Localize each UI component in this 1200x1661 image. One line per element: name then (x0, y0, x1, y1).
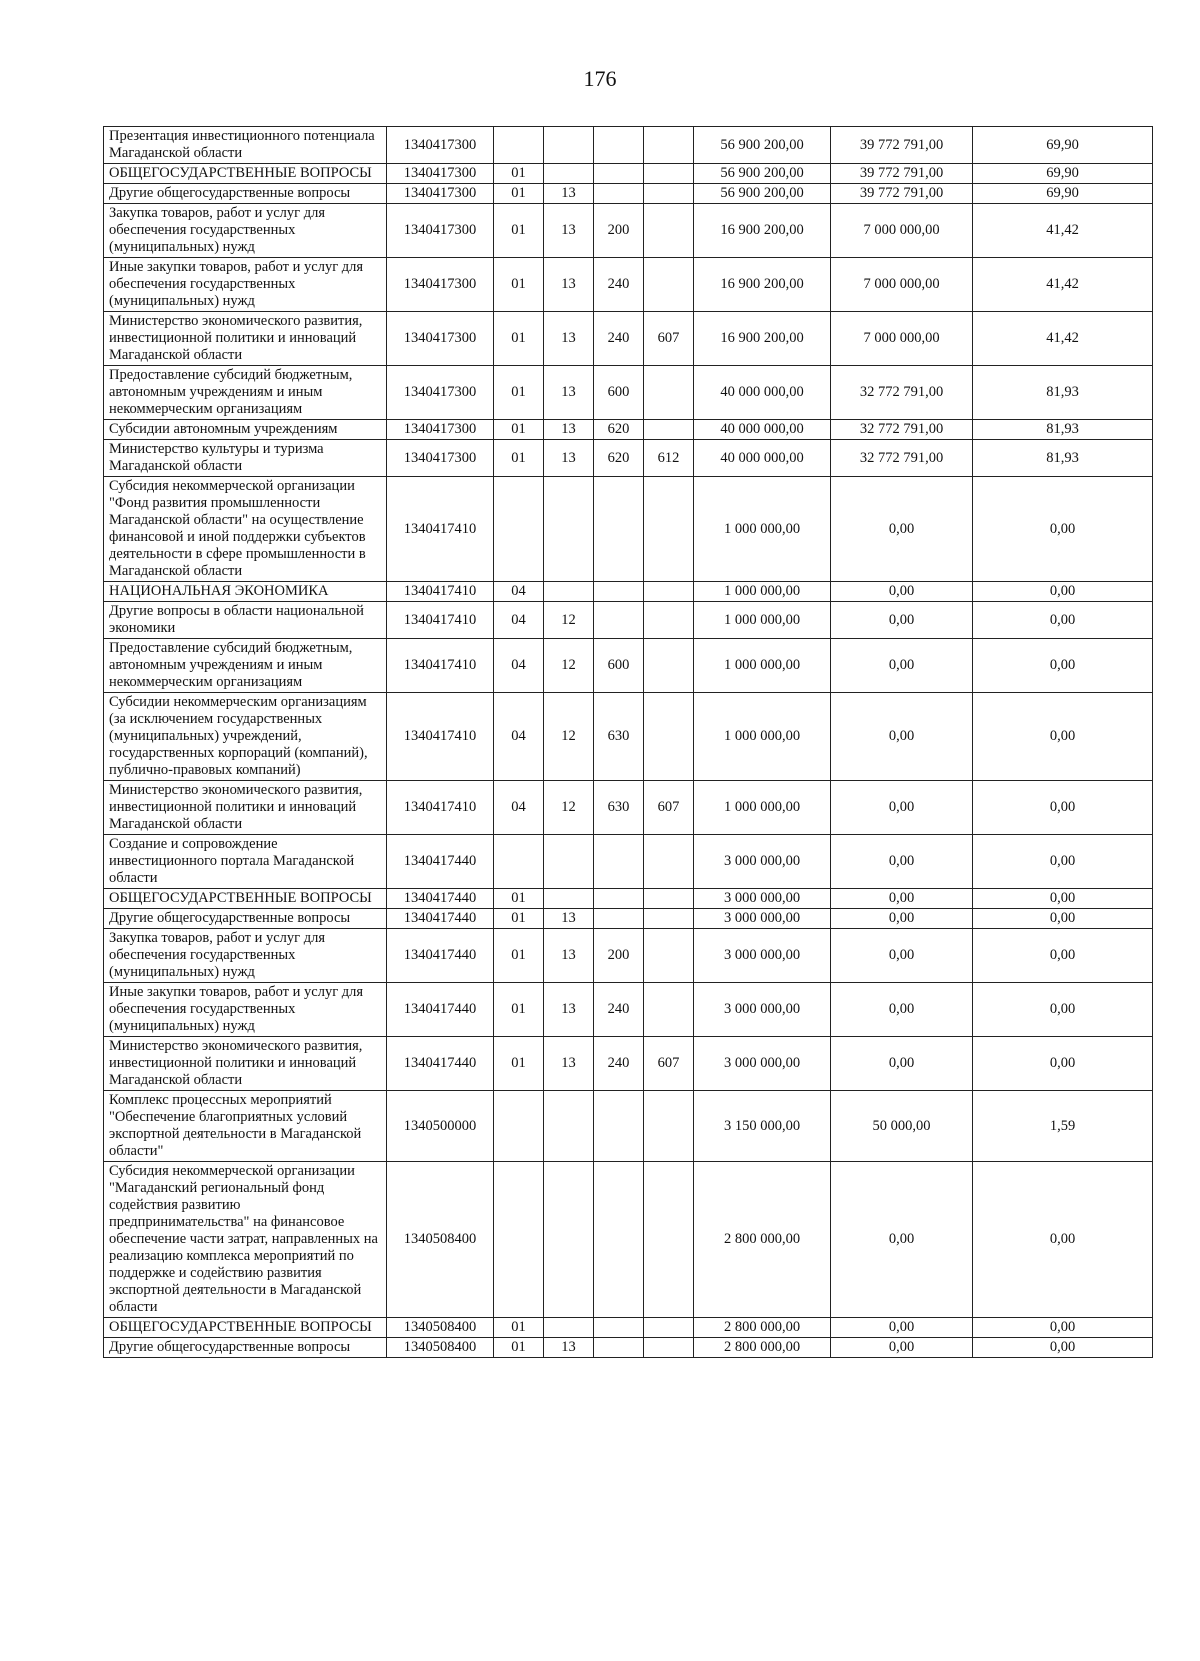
cell-subsection (544, 889, 594, 909)
cell-target-code: 1340417300 (387, 312, 494, 366)
table-row (104, 835, 1153, 889)
cell-subsection (544, 127, 594, 164)
cell-planned-amount: 2 800 000,00 (694, 1162, 831, 1318)
table-row (104, 983, 1153, 1037)
cell-target-code: 1340500000 (387, 1091, 494, 1162)
cell-administrator (644, 929, 694, 983)
cell-expense-type (594, 477, 644, 582)
cell-administrator (644, 477, 694, 582)
cell-administrator (644, 164, 694, 184)
cell-subsection: 13 (544, 1338, 594, 1358)
cell-executed-amount: 0,00 (831, 602, 973, 639)
cell-expense-type (594, 164, 644, 184)
cell-name: Создание и сопровождение инвестиционного портала Магаданской области (104, 835, 387, 889)
cell-administrator: 607 (644, 781, 694, 835)
cell-name: Другие общегосударственные вопросы (104, 184, 387, 204)
cell-expense-type: 240 (594, 1037, 644, 1091)
cell-section: 01 (494, 204, 544, 258)
cell-target-code: 1340417300 (387, 258, 494, 312)
table-row (104, 477, 1153, 582)
cell-target-code: 1340508400 (387, 1318, 494, 1338)
table-row (104, 204, 1153, 258)
cell-subsection (544, 1162, 594, 1318)
cell-executed-amount: 0,00 (831, 477, 973, 582)
cell-section: 01 (494, 909, 544, 929)
cell-expense-type (594, 184, 644, 204)
cell-target-code: 1340417300 (387, 127, 494, 164)
table-row (104, 582, 1153, 602)
cell-executed-amount: 0,00 (831, 639, 973, 693)
cell-subsection: 13 (544, 420, 594, 440)
cell-target-code: 1340417440 (387, 835, 494, 889)
cell-administrator (644, 420, 694, 440)
cell-administrator (644, 639, 694, 693)
cell-subsection (544, 835, 594, 889)
cell-subsection (544, 477, 594, 582)
cell-subsection (544, 1091, 594, 1162)
cell-administrator (644, 1338, 694, 1358)
cell-section (494, 1091, 544, 1162)
cell-planned-amount: 3 000 000,00 (694, 983, 831, 1037)
cell-planned-amount: 3 150 000,00 (694, 1091, 831, 1162)
cell-planned-amount: 2 800 000,00 (694, 1338, 831, 1358)
cell-expense-type (594, 1091, 644, 1162)
cell-execution-percent: 69,90 (973, 164, 1153, 184)
table-row (104, 127, 1153, 164)
cell-executed-amount: 32 772 791,00 (831, 366, 973, 420)
cell-executed-amount: 39 772 791,00 (831, 127, 973, 164)
cell-execution-percent: 0,00 (973, 602, 1153, 639)
cell-execution-percent: 0,00 (973, 639, 1153, 693)
cell-executed-amount: 39 772 791,00 (831, 164, 973, 184)
cell-executed-amount: 39 772 791,00 (831, 184, 973, 204)
cell-execution-percent: 81,93 (973, 440, 1153, 477)
cell-execution-percent: 81,93 (973, 366, 1153, 420)
cell-expense-type (594, 909, 644, 929)
cell-name: Иные закупки товаров, работ и услуг для обеспечения государственных (муниципальных) нужд (104, 258, 387, 312)
cell-section: 01 (494, 164, 544, 184)
table-row (104, 164, 1153, 184)
cell-executed-amount: 7 000 000,00 (831, 258, 973, 312)
budget-execution-table (103, 126, 1153, 1358)
cell-executed-amount: 0,00 (831, 909, 973, 929)
table-row (104, 1162, 1153, 1318)
cell-name: Субсидия некоммерческой организации "Фонд развития промышленности Магаданской области" на осуществление финансовой и иной поддержки субъектов деятельности в сфере промышленности в Магаданской области (104, 477, 387, 582)
table-row (104, 258, 1153, 312)
cell-executed-amount: 0,00 (831, 693, 973, 781)
cell-expense-type: 620 (594, 420, 644, 440)
cell-section: 01 (494, 184, 544, 204)
cell-name: Другие общегосударственные вопросы (104, 909, 387, 929)
cell-administrator (644, 582, 694, 602)
table-row (104, 1318, 1153, 1338)
cell-target-code: 1340508400 (387, 1338, 494, 1358)
cell-administrator (644, 909, 694, 929)
cell-name: Предоставление субсидий бюджетным, автономным учреждениям и иным некоммерческим организациям (104, 639, 387, 693)
page-number: 176 (583, 66, 617, 91)
cell-executed-amount: 0,00 (831, 929, 973, 983)
cell-name: ОБЩЕГОСУДАРСТВЕННЫЕ ВОПРОСЫ (104, 1318, 387, 1338)
cell-expense-type: 600 (594, 366, 644, 420)
cell-section: 01 (494, 258, 544, 312)
cell-execution-percent: 0,00 (973, 693, 1153, 781)
table-row (104, 1091, 1153, 1162)
cell-administrator (644, 366, 694, 420)
cell-section (494, 127, 544, 164)
cell-section: 04 (494, 582, 544, 602)
cell-name: ОБЩЕГОСУДАРСТВЕННЫЕ ВОПРОСЫ (104, 164, 387, 184)
cell-target-code: 1340417440 (387, 1037, 494, 1091)
cell-subsection: 13 (544, 929, 594, 983)
cell-planned-amount: 3 000 000,00 (694, 1037, 831, 1091)
cell-execution-percent: 0,00 (973, 1037, 1153, 1091)
cell-executed-amount: 0,00 (831, 1162, 973, 1318)
cell-subsection (544, 164, 594, 184)
cell-target-code: 1340417410 (387, 477, 494, 582)
cell-planned-amount: 3 000 000,00 (694, 835, 831, 889)
cell-executed-amount: 0,00 (831, 1037, 973, 1091)
cell-section: 01 (494, 983, 544, 1037)
cell-section: 01 (494, 312, 544, 366)
table-row (104, 312, 1153, 366)
cell-target-code: 1340417410 (387, 639, 494, 693)
cell-execution-percent: 0,00 (973, 889, 1153, 909)
cell-expense-type (594, 127, 644, 164)
cell-planned-amount: 1 000 000,00 (694, 477, 831, 582)
cell-section: 04 (494, 693, 544, 781)
cell-subsection: 12 (544, 602, 594, 639)
cell-expense-type: 200 (594, 929, 644, 983)
cell-administrator (644, 204, 694, 258)
cell-administrator (644, 602, 694, 639)
cell-executed-amount: 32 772 791,00 (831, 420, 973, 440)
cell-name: Иные закупки товаров, работ и услуг для обеспечения государственных (муниципальных) нужд (104, 983, 387, 1037)
cell-subsection (544, 1318, 594, 1338)
table-row (104, 693, 1153, 781)
cell-target-code: 1340417300 (387, 420, 494, 440)
cell-executed-amount: 0,00 (831, 1318, 973, 1338)
cell-planned-amount: 1 000 000,00 (694, 602, 831, 639)
cell-execution-percent: 41,42 (973, 204, 1153, 258)
cell-planned-amount: 16 900 200,00 (694, 312, 831, 366)
cell-executed-amount: 0,00 (831, 582, 973, 602)
cell-planned-amount: 40 000 000,00 (694, 440, 831, 477)
cell-target-code: 1340417300 (387, 204, 494, 258)
cell-administrator (644, 693, 694, 781)
cell-planned-amount: 3 000 000,00 (694, 909, 831, 929)
cell-administrator (644, 1318, 694, 1338)
cell-name: Другие общегосударственные вопросы (104, 1338, 387, 1358)
cell-execution-percent: 0,00 (973, 1162, 1153, 1318)
cell-executed-amount: 0,00 (831, 889, 973, 909)
cell-name: Министерство экономического развития, инвестиционной политики и инноваций Магаданской области (104, 312, 387, 366)
cell-administrator (644, 127, 694, 164)
table-row (104, 781, 1153, 835)
cell-section: 01 (494, 1318, 544, 1338)
cell-name: Субсидии некоммерческим организациям (за исключением государственных (муниципальных) учреждений, государственных корпораций (компаний), публично-правовых компаний) (104, 693, 387, 781)
cell-name: Презентация инвестиционного потенциала Магаданской области (104, 127, 387, 164)
cell-execution-percent: 41,42 (973, 258, 1153, 312)
cell-section: 01 (494, 929, 544, 983)
cell-target-code: 1340417440 (387, 929, 494, 983)
table-row (104, 440, 1153, 477)
cell-target-code: 1340417410 (387, 582, 494, 602)
table-row (104, 929, 1153, 983)
cell-section (494, 477, 544, 582)
cell-subsection: 13 (544, 312, 594, 366)
cell-subsection: 13 (544, 258, 594, 312)
cell-executed-amount: 0,00 (831, 983, 973, 1037)
cell-planned-amount: 1 000 000,00 (694, 781, 831, 835)
cell-name: ОБЩЕГОСУДАРСТВЕННЫЕ ВОПРОСЫ (104, 889, 387, 909)
table-row (104, 184, 1153, 204)
cell-section: 01 (494, 889, 544, 909)
cell-section (494, 1162, 544, 1318)
cell-subsection: 13 (544, 184, 594, 204)
cell-planned-amount: 56 900 200,00 (694, 127, 831, 164)
cell-name: НАЦИОНАЛЬНАЯ ЭКОНОМИКА (104, 582, 387, 602)
cell-target-code: 1340417410 (387, 781, 494, 835)
table-row (104, 420, 1153, 440)
cell-planned-amount: 40 000 000,00 (694, 366, 831, 420)
cell-expense-type (594, 602, 644, 639)
cell-target-code: 1340417440 (387, 909, 494, 929)
cell-executed-amount: 32 772 791,00 (831, 440, 973, 477)
cell-planned-amount: 56 900 200,00 (694, 164, 831, 184)
cell-expense-type (594, 582, 644, 602)
cell-target-code: 1340508400 (387, 1162, 494, 1318)
cell-name: Министерство экономического развития, инвестиционной политики и инноваций Магаданской области (104, 781, 387, 835)
cell-subsection: 12 (544, 693, 594, 781)
cell-expense-type: 620 (594, 440, 644, 477)
table-row (104, 1037, 1153, 1091)
cell-expense-type: 240 (594, 983, 644, 1037)
cell-name: Предоставление субсидий бюджетным, автономным учреждениям и иным некоммерческим организациям (104, 366, 387, 420)
cell-execution-percent: 0,00 (973, 781, 1153, 835)
cell-name: Министерство экономического развития, инвестиционной политики и инноваций Магаданской области (104, 1037, 387, 1091)
cell-execution-percent: 1,59 (973, 1091, 1153, 1162)
cell-expense-type: 240 (594, 312, 644, 366)
cell-target-code: 1340417440 (387, 983, 494, 1037)
cell-administrator: 607 (644, 1037, 694, 1091)
cell-section: 01 (494, 366, 544, 420)
cell-execution-percent: 0,00 (973, 477, 1153, 582)
cell-expense-type: 200 (594, 204, 644, 258)
cell-subsection (544, 582, 594, 602)
cell-execution-percent: 0,00 (973, 983, 1153, 1037)
cell-administrator (644, 1091, 694, 1162)
cell-executed-amount: 0,00 (831, 781, 973, 835)
cell-execution-percent: 41,42 (973, 312, 1153, 366)
table-row (104, 1338, 1153, 1358)
cell-target-code: 1340417300 (387, 366, 494, 420)
cell-executed-amount: 50 000,00 (831, 1091, 973, 1162)
cell-administrator (644, 983, 694, 1037)
cell-subsection: 13 (544, 204, 594, 258)
cell-target-code: 1340417440 (387, 889, 494, 909)
cell-section: 01 (494, 440, 544, 477)
cell-planned-amount: 3 000 000,00 (694, 929, 831, 983)
cell-planned-amount: 16 900 200,00 (694, 258, 831, 312)
cell-planned-amount: 16 900 200,00 (694, 204, 831, 258)
cell-execution-percent: 69,90 (973, 127, 1153, 164)
cell-planned-amount: 56 900 200,00 (694, 184, 831, 204)
cell-execution-percent: 0,00 (973, 1338, 1153, 1358)
cell-target-code: 1340417300 (387, 184, 494, 204)
cell-expense-type (594, 889, 644, 909)
cell-administrator: 607 (644, 312, 694, 366)
cell-subsection: 13 (544, 366, 594, 420)
cell-expense-type: 600 (594, 639, 644, 693)
cell-execution-percent: 81,93 (973, 420, 1153, 440)
cell-expense-type (594, 1338, 644, 1358)
cell-subsection: 12 (544, 781, 594, 835)
cell-expense-type: 240 (594, 258, 644, 312)
cell-execution-percent: 69,90 (973, 184, 1153, 204)
cell-target-code: 1340417410 (387, 693, 494, 781)
table-body (104, 127, 1153, 1358)
cell-name: Другие вопросы в области национальной экономики (104, 602, 387, 639)
cell-planned-amount: 40 000 000,00 (694, 420, 831, 440)
table-row (104, 639, 1153, 693)
cell-executed-amount: 0,00 (831, 835, 973, 889)
cell-name: Субсидия некоммерческой организации "Магаданский региональный фонд содействия развитию предпринимательства" на финансовое обеспечение части затрат, направленных на реализацию комплекса мероприятий по поддержке и содействию развития экспортной деятельности в Магаданской области (104, 1162, 387, 1318)
cell-name: Закупка товаров, работ и услуг для обеспечения государственных (муниципальных) нужд (104, 929, 387, 983)
cell-name: Министерство культуры и туризма Магаданской области (104, 440, 387, 477)
cell-expense-type: 630 (594, 693, 644, 781)
cell-planned-amount: 2 800 000,00 (694, 1318, 831, 1338)
cell-name: Субсидии автономным учреждениям (104, 420, 387, 440)
cell-section: 04 (494, 781, 544, 835)
cell-subsection: 13 (544, 440, 594, 477)
cell-administrator: 612 (644, 440, 694, 477)
table-row (104, 909, 1153, 929)
cell-planned-amount: 1 000 000,00 (694, 693, 831, 781)
cell-execution-percent: 0,00 (973, 1318, 1153, 1338)
cell-subsection: 13 (544, 983, 594, 1037)
cell-expense-type (594, 1318, 644, 1338)
cell-administrator (644, 184, 694, 204)
cell-execution-percent: 0,00 (973, 582, 1153, 602)
cell-administrator (644, 258, 694, 312)
table-row (104, 602, 1153, 639)
cell-subsection: 13 (544, 1037, 594, 1091)
cell-section (494, 835, 544, 889)
cell-planned-amount: 3 000 000,00 (694, 889, 831, 909)
cell-subsection: 12 (544, 639, 594, 693)
cell-expense-type (594, 1162, 644, 1318)
cell-planned-amount: 1 000 000,00 (694, 639, 831, 693)
cell-subsection: 13 (544, 909, 594, 929)
cell-administrator (644, 1162, 694, 1318)
cell-section: 04 (494, 639, 544, 693)
cell-section: 01 (494, 1338, 544, 1358)
cell-section: 01 (494, 420, 544, 440)
cell-execution-percent: 0,00 (973, 909, 1153, 929)
cell-expense-type: 630 (594, 781, 644, 835)
cell-section: 04 (494, 602, 544, 639)
cell-administrator (644, 889, 694, 909)
cell-name: Закупка товаров, работ и услуг для обеспечения государственных (муниципальных) нужд (104, 204, 387, 258)
cell-execution-percent: 0,00 (973, 929, 1153, 983)
cell-planned-amount: 1 000 000,00 (694, 582, 831, 602)
cell-execution-percent: 0,00 (973, 835, 1153, 889)
cell-executed-amount: 7 000 000,00 (831, 204, 973, 258)
cell-target-code: 1340417410 (387, 602, 494, 639)
cell-executed-amount: 7 000 000,00 (831, 312, 973, 366)
cell-expense-type (594, 835, 644, 889)
cell-name: Комплекс процессных мероприятий "Обеспечение благоприятных условий экспортной деятельности в Магаданской области" (104, 1091, 387, 1162)
table-row (104, 889, 1153, 909)
cell-administrator (644, 835, 694, 889)
cell-target-code: 1340417300 (387, 440, 494, 477)
cell-section: 01 (494, 1037, 544, 1091)
cell-target-code: 1340417300 (387, 164, 494, 184)
table-row (104, 366, 1153, 420)
cell-executed-amount: 0,00 (831, 1338, 973, 1358)
